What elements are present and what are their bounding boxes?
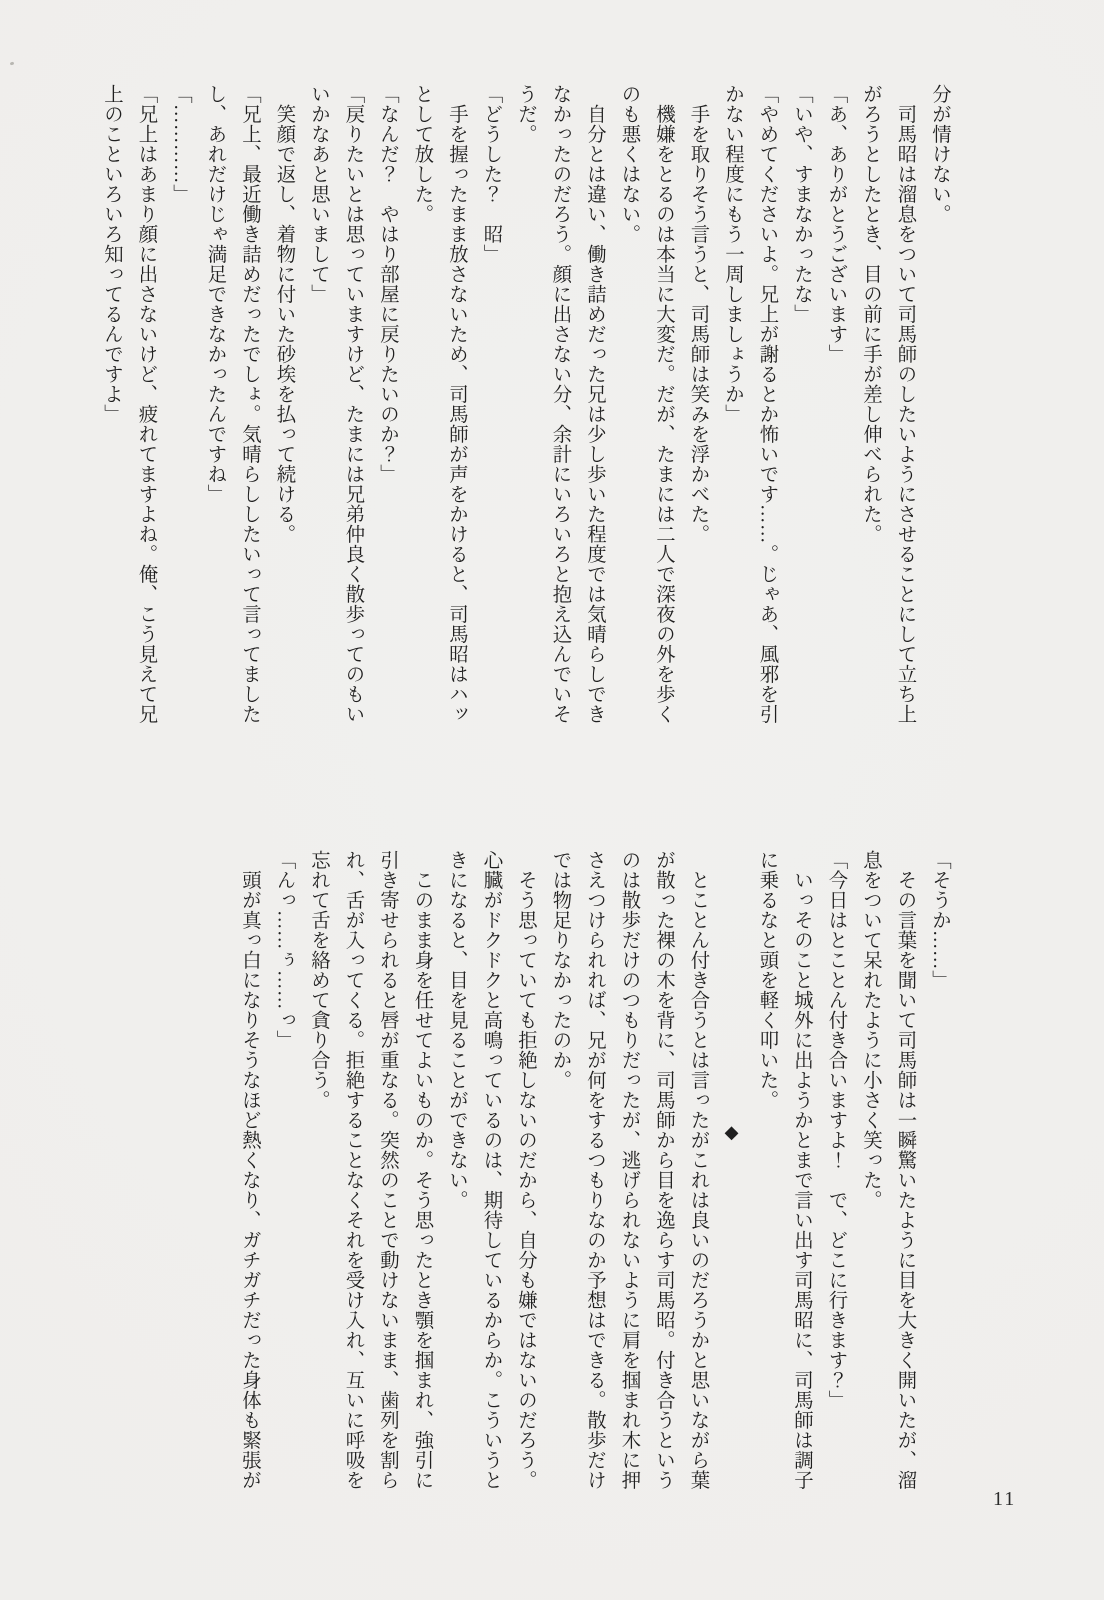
section-divider-diamond-icon: ◆ xyxy=(722,1122,742,1144)
text-line: 笑顔で返し、着物に付いた砂埃を払って続ける。 xyxy=(273,84,295,544)
text-line: 上のこといろいろ知ってるんですよ」 xyxy=(101,84,122,424)
text-line: うだ。 xyxy=(515,84,536,144)
text-line: 「…………」 xyxy=(170,84,191,204)
text-line: 「そうか……」 xyxy=(929,850,950,990)
text-line: のは散歩だけのつもりだったが、逃げられないように肩を掴まれ木に押 xyxy=(618,850,640,1490)
text-line: 「いや、すまなかったな」 xyxy=(791,84,812,324)
text-line: がろうとしたとき、目の前に手が差し伸べられた。 xyxy=(860,84,881,544)
text-line: 引き寄せられると唇が重なる。突然のことで動けないまま、歯列を割ら xyxy=(377,850,398,1490)
text-line: なかったのだろう。顔に出さない分、余計にいろいろと抱え込んでいそ xyxy=(549,84,571,724)
text-line: いかなあと思いまして」 xyxy=(308,84,329,304)
text-line: 「今日はとことん付き合いますよ！ で、どこに行きます？」 xyxy=(825,850,847,1410)
text-line: 機嫌をとるのは本当に大変だ。だが、たまには二人で深夜の外を歩く xyxy=(653,84,674,724)
text-line: その言葉を聞いて司馬師は一瞬驚いたように目を大きく開いたが、溜 xyxy=(894,850,916,1490)
text-line: さえつけられれば、兄が何をするつもりなのか予想はできる。散歩だけ xyxy=(584,850,605,1490)
text-line: きになると、目を見ることができない。 xyxy=(446,850,467,1210)
text-line: 手を取りそう言うと、司馬師は笑みを浮かべた。 xyxy=(687,84,709,544)
text-line: 息をついて呆れたように小さく笑った。 xyxy=(860,850,881,1210)
text-line: れ、舌が入ってくる。拒絶することなくそれを受け入れ、互いに呼吸を xyxy=(342,850,364,1490)
text-line: 手を握ったまま放さないため、司馬師が声をかけると、司馬昭はハッ xyxy=(446,84,467,724)
text-line: 「なんだ？ やはり部屋に戻りたいのか？」 xyxy=(377,84,398,484)
text-line: 頭が真っ白になりそうなほど熱くなり、ガチガチだった身体も緊張が xyxy=(239,850,260,1490)
text-line: 分が情けない。 xyxy=(929,84,950,224)
text-line: に乗るなと頭を軽く叩いた。 xyxy=(756,850,778,1110)
text-line: 司馬昭は溜息をついて司馬師のしたいようにさせることにして立ち上 xyxy=(894,84,916,724)
scan-speck xyxy=(10,61,15,65)
text-line: のも悪くはない。 xyxy=(618,84,640,244)
text-line: 忘れて舌を絡めて貪り合う。 xyxy=(308,850,329,1110)
text-line: として放した。 xyxy=(411,84,433,224)
story-text-bottom-section xyxy=(96,850,956,1498)
text-line: そう思っていても拒絶しないのだから、自分も嫌ではないのだろう。 xyxy=(515,850,536,1490)
text-line: このまま身を任せてよいものか。そう思ったとき顎を掴まれ、強引に xyxy=(411,850,433,1490)
page-number: 11 xyxy=(993,1488,1017,1510)
text-line: 「あ、ありがとうございます」 xyxy=(825,84,847,364)
text-line: 「兄上はあまり顔に出さないけど、疲れてますよね。俺、こう見えて兄 xyxy=(135,84,157,724)
text-line: 心臓がドクドクと高鳴っているのは、期待しているからか。こういうと xyxy=(480,850,502,1490)
text-line: 「やめてくださいよ。兄上が謝るとか怖いです……。じゃあ、風邪を引 xyxy=(756,84,778,724)
text-line: いっそのこと城外に出ようかとまで言い出す司馬昭に、司馬師は調子 xyxy=(791,850,812,1490)
text-line: 「どうした？ 昭」 xyxy=(480,84,502,264)
text-line: し、あれだけじゃ満足できなかったんですね」 xyxy=(204,84,226,504)
text-line: かない程度にもう一周しましょうか」 xyxy=(722,84,743,424)
story-text-top-section xyxy=(93,84,956,732)
text-line: では物足りなかったのか。 xyxy=(549,850,571,1090)
text-line: とことん付き合うとは言ったがこれは良いのだろうかと思いながら葉 xyxy=(687,850,709,1490)
text-line: 「兄上、最近働き詰めだったでしょ。気晴らししたいって言ってました xyxy=(239,84,260,724)
text-line: 「戻りたいとは思っていますけど、たまには兄弟仲良く散歩ってのもい xyxy=(342,84,364,724)
text-line: が散った裸の木を背に、司馬師から目を逸らす司馬昭。付き合うという xyxy=(653,850,674,1490)
text-line: 自分とは違い、働き詰めだった兄は少し歩いた程度では気晴らしでき xyxy=(584,84,605,724)
text-line: 「んっ……ぅ……っ」 xyxy=(273,850,295,1050)
